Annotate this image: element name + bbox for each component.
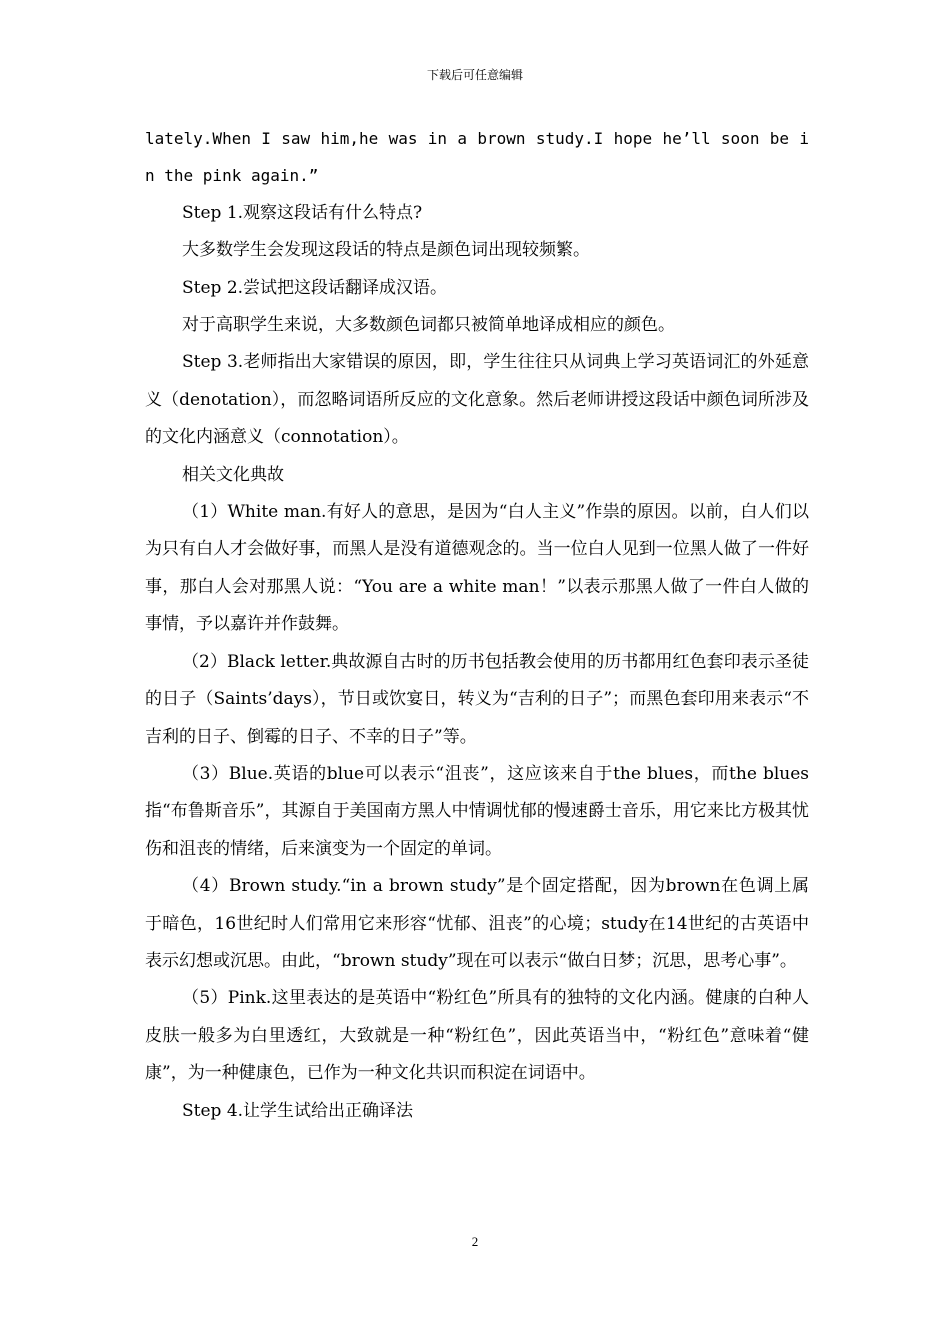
paragraph-brown-study: （4）Brown study.“in a brown study”是个固定搭配，因为brown在色调上属于暗色，16世纪时人们常用它来形容“忧郁、沮丧”的心境；study在14世纪的古英语中表示幻想或沉思。由此，“brown study”现在可以表示“做白日梦；沉思，思考心事”。 [145, 876, 809, 971]
page-header: 下载后可任意编辑 [426, 68, 523, 82]
paragraph-blue: （3）Blue.英语的blue可以表示“沮丧”，这应该来自于the blues，而the blues指“布鲁斯音乐”，其源自于美国南方黑人中情调忧郁的慢速爵士音乐，用它来比方极其忧伤和沮丧的情绪，后来演变为一个固定的单词。 [145, 763, 809, 859]
paragraph-step-3: Step 3.老师指出大家错误的原因，即，学生往往只从词典上学习英语词汇的外延意义（denotation），而忽略词语所反应的文化意象。然后老师讲授这段话中颜色词所涉及的文化内涵意义（connotation）。 [145, 352, 809, 448]
paragraph-step-2: Step 2.尝试把这段话翻译成汉语。 [182, 277, 448, 298]
paragraph-step-4: Step 4.让学生试给出正确译法 [182, 1100, 414, 1121]
paragraph-pink: （5）Pink.这里表达的是英语中“粉红色”所具有的独特的文化内涵。健康的白种人皮肤一般多为白里透红，大致就是一种“粉红色”，因此英语当中，“粉红色”意味着“健康”，为一种健康色，已作为一种文化共识而积淀在词语中。 [145, 988, 809, 1084]
paragraph-culture-heading: 相关文化典故 [182, 464, 284, 485]
page-number: 2 [471, 1234, 479, 1249]
document-body [145, 120, 809, 1130]
paragraph-white-man: （1）White man.有好人的意思，是因为“白人主义”作祟的原因。以前，白人们以为只有白人才会做好事，而黑人是没有道德观念的。当一位白人见到一位黑人做了一件好事，那白人会对那黑人说：“You are a white man！”以表示那黑人做了一件白人做的事情，予以嘉许并作鼓舞。 [145, 502, 809, 635]
paragraph-black-letter: （2）Black letter.典故源自古时的历书包括教会使用的历书都用红色套印表示圣徒的日子（Saints’days），节日或饮宴日，转义为“吉利的日子”；而黑色套印用来表示“不吉利的日子、倒霉的日子、不幸的日子”等。 [145, 651, 809, 747]
paragraph-step-1: Step 1.观察这段话有什么特点? [182, 202, 423, 223]
paragraph-step-1-answer: 大多数学生会发现这段话的特点是颜色词出现较频繁。 [182, 240, 590, 261]
paragraph-quote-continuation: lately.When I saw him,he was in a brown study.I hope he’ll soon be in the pink again.” [145, 129, 809, 186]
paragraph-step-2-answer: 对于高职学生来说，大多数颜色词都只被简单地译成相应的颜色。 [182, 315, 675, 336]
